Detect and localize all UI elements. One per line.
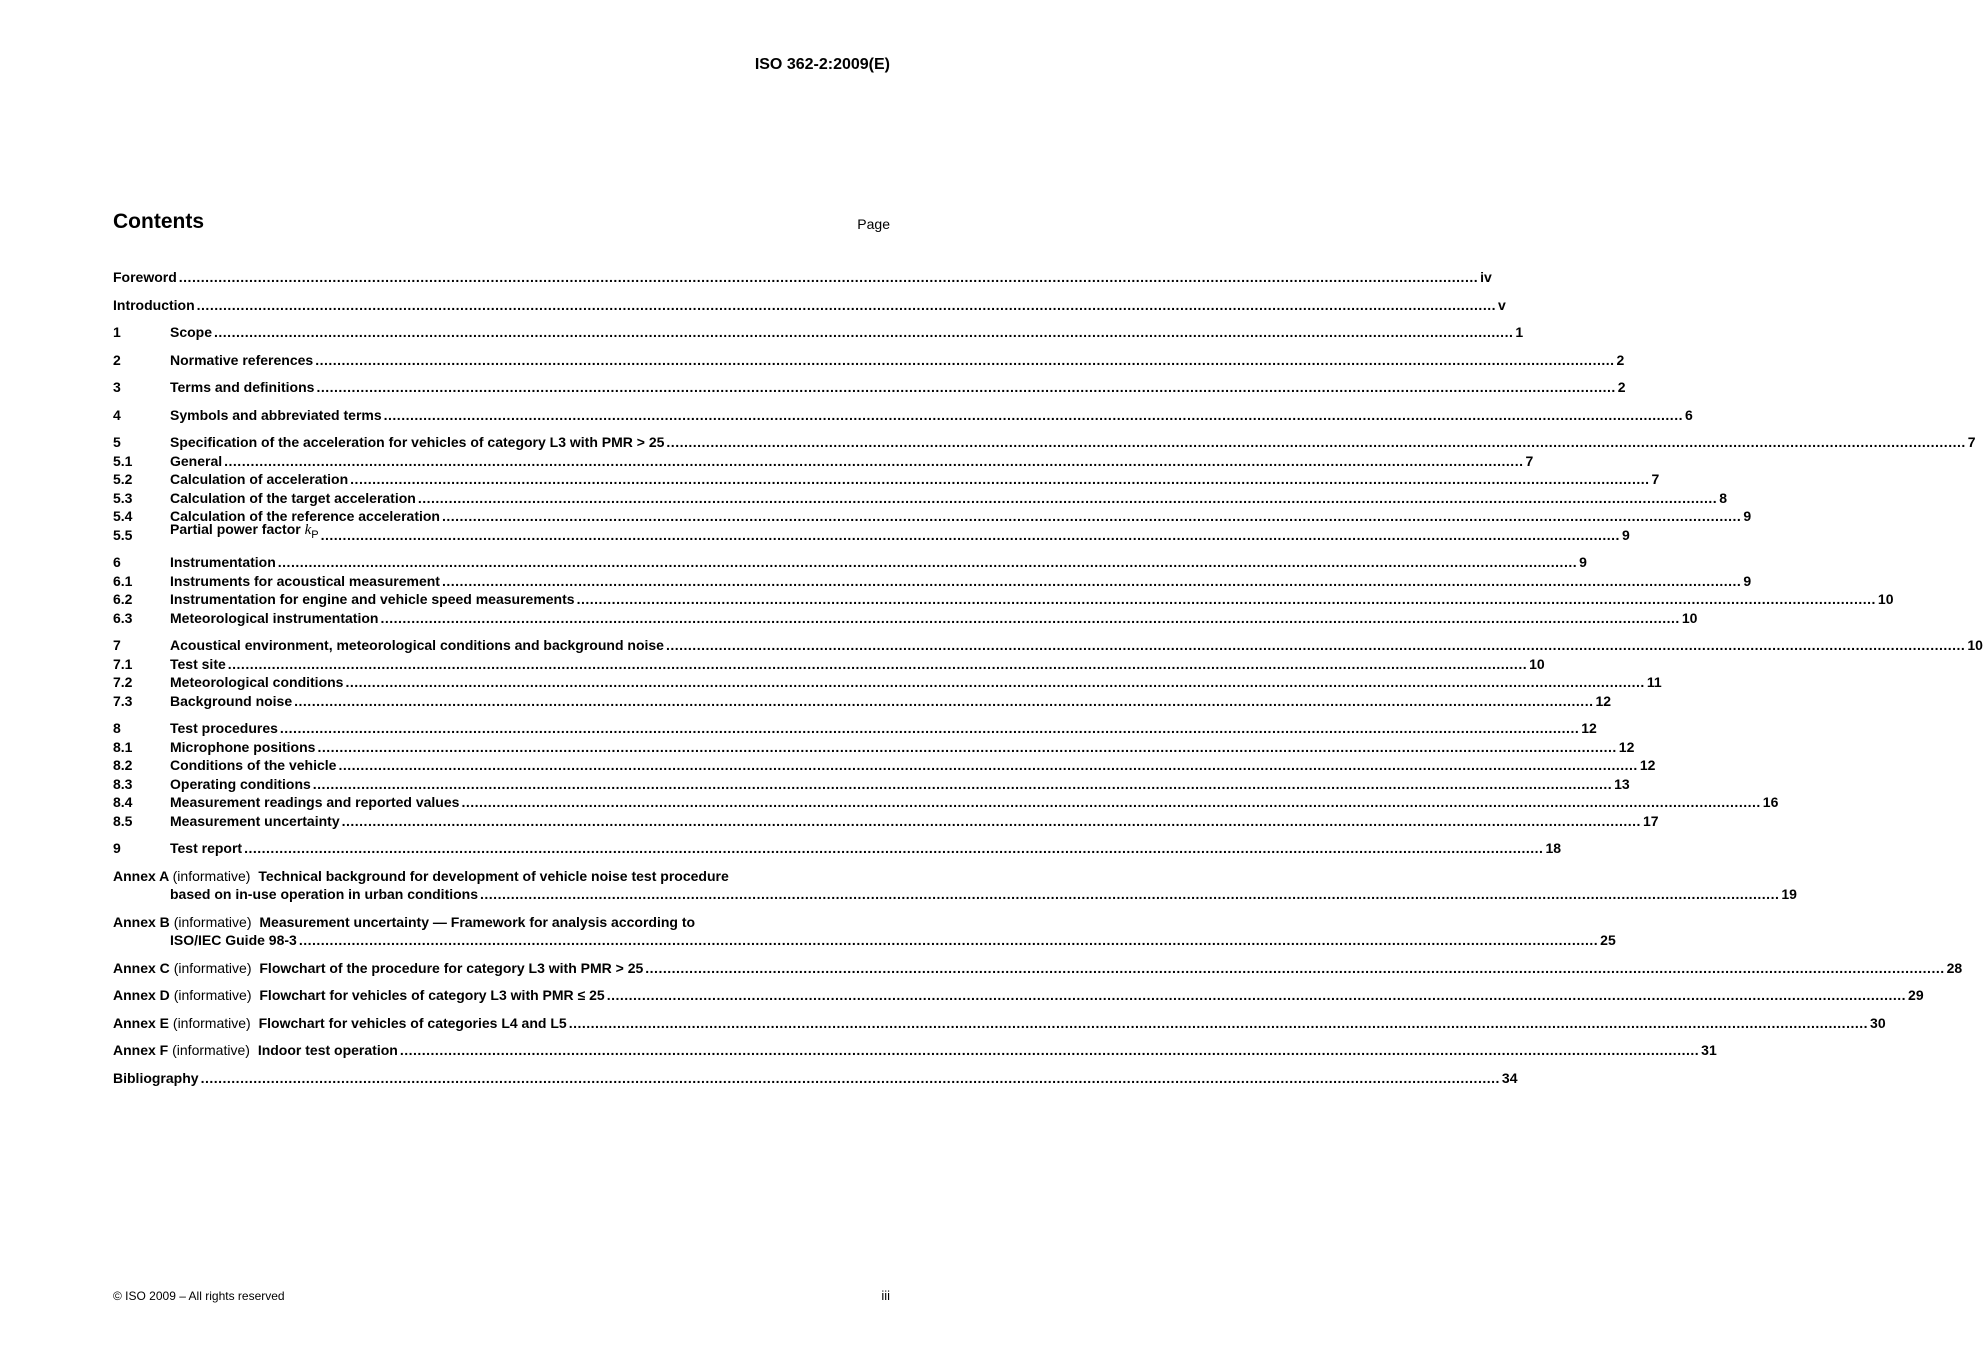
toc-page: 30 <box>1870 1014 1886 1031</box>
dot-leader <box>577 590 1876 609</box>
table-of-contents <box>113 268 1983 1096</box>
toc-page: 10 <box>1877 591 1894 607</box>
toc-number: 6.2 <box>113 591 133 607</box>
dot-leader <box>317 738 1616 757</box>
dot-leader <box>384 406 1683 425</box>
toc-title: Conditions of the vehicle <box>170 757 337 773</box>
dot-leader <box>197 296 1496 315</box>
toc-page: 7 <box>1651 471 1660 487</box>
toc-title: Calculation of acceleration <box>170 471 349 487</box>
toc-title: Calculation of the reference acceleration <box>170 508 440 524</box>
toc-number: 8.1 <box>113 738 133 755</box>
toc-entry-8[interactable] <box>113 719 1597 738</box>
toc-number: 6.3 <box>113 609 133 626</box>
toc-title: Introduction <box>113 296 195 313</box>
toc-title: Bibliography <box>113 1069 199 1086</box>
annex-title: Flowchart for vehicles of categories L4 and L5 <box>258 1014 567 1031</box>
contents-title: Contents <box>113 210 204 233</box>
toc-group-7 <box>113 636 1983 710</box>
dot-leader <box>299 931 1598 950</box>
toc-entry-8-2[interactable] <box>113 756 1656 775</box>
toc-number: 7.3 <box>113 692 133 709</box>
dot-leader <box>179 268 1478 287</box>
toc-page: 9 <box>1743 508 1752 524</box>
dot-leader <box>400 1041 1699 1060</box>
document-id: ISO 362-2:2009(E) <box>754 56 890 73</box>
toc-group-foreword <box>113 268 1492 287</box>
dot-leader <box>294 692 1593 711</box>
toc-title: Normative references <box>170 351 314 368</box>
annex-label: Annex C <box>113 959 170 976</box>
toc-number: 7.1 <box>113 655 133 672</box>
toc-page: 12 <box>1595 692 1612 709</box>
toc-title: Operating conditions <box>170 775 311 792</box>
toc-page: 19 <box>1781 886 1797 902</box>
toc-page: 31 <box>1701 1042 1717 1058</box>
toc-entry-6-3[interactable] <box>113 609 1698 628</box>
dot-leader <box>380 609 1679 628</box>
annex-type: (informative) <box>172 1042 250 1058</box>
annex-title-cont: ISO/IEC Guide 98-3 <box>170 932 297 948</box>
toc-group-bibliography <box>113 1069 1518 1088</box>
toc-page: v <box>1498 296 1506 313</box>
toc-title: Terms and definitions <box>170 379 315 395</box>
toc-entry-5[interactable] <box>113 433 1976 452</box>
toc-group-annex-b[interactable] <box>113 913 1616 950</box>
toc-page: 16 <box>1762 794 1779 810</box>
toc-page: 1 <box>1515 324 1524 340</box>
toc-title: General <box>170 452 223 469</box>
toc-page: 7 <box>1525 452 1534 469</box>
toc-number: 2 <box>113 351 121 368</box>
toc-group-9 <box>113 839 1562 858</box>
dot-leader <box>480 885 1779 904</box>
annex-label: Annex A <box>113 867 169 884</box>
toc-number: 5 <box>113 434 121 450</box>
toc-title: Instrumentation <box>170 554 276 570</box>
dot-leader <box>315 351 1614 370</box>
toc-number: 8.5 <box>113 812 133 829</box>
toc-number: 4 <box>113 406 121 423</box>
toc-page: 7 <box>1967 434 1976 450</box>
annex-title: Indoor test operation <box>257 1042 398 1058</box>
annex-type: (informative) <box>173 959 252 976</box>
toc-page: 10 <box>1967 637 1983 653</box>
annex-label: Annex D <box>113 987 170 1003</box>
toc-title: Instrumentation for engine and vehicle speed measurements <box>170 591 575 607</box>
toc-entry-bibliography[interactable] <box>113 1069 1518 1088</box>
toc-title: Scope <box>170 324 213 340</box>
toc-number: 5.5 <box>113 526 133 543</box>
toc-page: 9 <box>1579 554 1587 570</box>
dot-leader <box>645 959 1944 978</box>
toc-title: Microphone positions <box>170 738 316 755</box>
toc-page: 12 <box>1639 757 1656 773</box>
annex-title: Flowchart for vehicles of category L3 with PMR ≤ 25 <box>259 987 605 1003</box>
toc-entry-2[interactable] <box>113 351 1625 370</box>
toc-page: 2 <box>1616 351 1625 368</box>
toc-number: 5.1 <box>113 452 133 469</box>
dot-leader <box>313 775 1612 794</box>
dot-leader <box>280 719 1579 738</box>
toc-entry-5-2[interactable] <box>113 470 1660 489</box>
toc-title <box>113 1041 398 1060</box>
toc-entry-1[interactable] <box>113 323 1524 342</box>
toc-number: 3 <box>113 379 121 395</box>
annex-title-cont: based on in-use operation in urban conditions <box>170 886 479 902</box>
toc-group-annex-e <box>113 1014 1886 1033</box>
toc-entry-8-1[interactable] <box>113 738 1635 757</box>
toc-entry-annex-e[interactable] <box>113 1014 1886 1033</box>
dot-leader <box>569 1014 1868 1033</box>
annex-title: Technical background for development of vehicle noise test procedure <box>258 867 729 884</box>
toc-entry-8-5[interactable] <box>113 812 1659 831</box>
toc-entry-annex-c[interactable] <box>113 959 1963 978</box>
dot-leader <box>342 812 1641 831</box>
dot-leader <box>418 489 1717 508</box>
toc-entry-5-1[interactable] <box>113 452 1534 471</box>
toc-entry-7-2[interactable] <box>113 673 1662 692</box>
toc-entry-8-3[interactable] <box>113 775 1630 794</box>
toc-entry-9[interactable] <box>113 839 1562 858</box>
toc-group-4 <box>113 406 1693 425</box>
annex-label: Annex B <box>113 913 170 930</box>
math-symbol: k <box>304 521 312 538</box>
toc-entry-8-4[interactable] <box>113 793 1779 812</box>
toc-number: 5.2 <box>113 471 133 487</box>
toc-entry-7-1[interactable] <box>113 655 1545 674</box>
annex-a-line1 <box>113 867 891 886</box>
toc-entry-3[interactable] <box>113 378 1626 397</box>
toc-page: 2 <box>1617 379 1626 395</box>
toc-page: 12 <box>1581 720 1597 736</box>
toc-group-3 <box>113 378 1626 397</box>
dot-leader <box>442 507 1741 526</box>
toc-group-6 <box>113 553 1894 627</box>
dot-leader <box>345 673 1644 692</box>
toc-group-2 <box>113 351 1625 370</box>
toc-number: 8.4 <box>113 794 133 810</box>
toc-entry-7[interactable] <box>113 636 1983 655</box>
toc-group-8 <box>113 719 1779 830</box>
toc-page: 11 <box>1646 674 1662 690</box>
toc-page: iv <box>1480 269 1492 285</box>
toc-title: Measurement uncertainty <box>170 812 340 829</box>
toc-group-1 <box>113 323 1524 342</box>
annex-title: Measurement uncertainty — Framework for analysis according to <box>259 913 696 930</box>
toc-entry-7-3[interactable] <box>113 692 1612 711</box>
toc-group-annex-c <box>113 959 1963 978</box>
toc-page: 34 <box>1501 1069 1518 1086</box>
toc-title <box>113 986 605 1005</box>
dot-leader <box>224 452 1523 471</box>
toc-title <box>113 1014 567 1033</box>
annex-type: (informative) <box>173 987 252 1003</box>
annex-type: (informative) <box>172 867 251 884</box>
annex-b-line1 <box>113 913 891 932</box>
dot-leader <box>316 378 1615 397</box>
toc-page: 18 <box>1545 840 1562 856</box>
toc-number: 1 <box>113 324 121 340</box>
toc-entry-introduction[interactable] <box>113 296 1506 315</box>
page-number: iii <box>881 1288 890 1303</box>
toc-page: 10 <box>1529 655 1545 672</box>
toc-number: 7.2 <box>113 674 133 690</box>
toc-entry-6-1[interactable] <box>113 572 1752 591</box>
math-subscript: P <box>311 528 319 541</box>
dot-leader <box>461 793 1760 812</box>
dot-leader <box>228 655 1527 674</box>
toc-title: Meteorological instrumentation <box>170 609 379 626</box>
toc-entry-4[interactable] <box>113 406 1693 425</box>
annex-type: (informative) <box>172 1014 251 1031</box>
dot-leader <box>278 553 1577 572</box>
toc-title: Foreword <box>113 269 177 285</box>
toc-title: Instruments for acoustical measurement <box>170 572 440 589</box>
toc-number: 8.3 <box>113 775 133 792</box>
toc-title <box>170 520 319 544</box>
toc-title: Symbols and abbreviated terms <box>170 406 382 423</box>
dot-leader <box>244 839 1543 858</box>
toc-number: 6.1 <box>113 572 133 589</box>
toc-entry-annex-f[interactable] <box>113 1041 1717 1060</box>
toc-page: 8 <box>1719 489 1727 506</box>
toc-entry-5-5[interactable] <box>113 520 1630 545</box>
toc-title: Test report <box>170 840 243 856</box>
toc-number: 6 <box>113 554 121 570</box>
dot-leader <box>350 470 1649 489</box>
page-column-label: Page <box>857 216 890 232</box>
toc-title: Specification of the acceleration for vehicles of category L3 with PMR > 25 <box>170 434 665 450</box>
dot-leader <box>321 526 1620 545</box>
dot-leader <box>338 756 1637 775</box>
toc-group-annex-a[interactable] <box>113 867 1797 904</box>
dot-leader <box>607 986 1906 1005</box>
toc-page: 12 <box>1618 738 1635 755</box>
dot-leader <box>666 636 1965 655</box>
toc-page: 6 <box>1684 406 1693 423</box>
toc-number: 5.3 <box>113 489 133 506</box>
toc-number: 5.4 <box>113 508 133 524</box>
toc-title: Calculation of the target acceleration <box>170 489 416 506</box>
toc-entry-foreword[interactable] <box>113 268 1492 287</box>
dot-leader <box>442 572 1741 591</box>
toc-page: 28 <box>1946 959 1963 976</box>
copyright-notice: © ISO 2009 – All rights reserved <box>113 1289 285 1303</box>
toc-number: 9 <box>113 840 121 856</box>
toc-page: 17 <box>1642 812 1659 829</box>
toc-title: Test procedures <box>170 720 278 736</box>
toc-number: 8 <box>113 720 121 736</box>
annex-label: Annex F <box>113 1042 169 1058</box>
toc-page: 29 <box>1908 987 1924 1003</box>
toc-group-5 <box>113 433 1976 544</box>
dot-leader <box>666 433 1965 452</box>
toc-title-text: Partial power factor <box>170 520 301 537</box>
toc-entry-6[interactable] <box>113 553 1587 572</box>
toc-number: 7 <box>113 637 121 653</box>
dot-leader <box>214 323 1513 342</box>
toc-page: 25 <box>1600 932 1616 948</box>
toc-title: Acoustical environment, meteorological conditions and background noise <box>170 637 664 653</box>
toc-title: Background noise <box>170 692 293 709</box>
annex-type: (informative) <box>173 913 252 930</box>
toc-title: Test site <box>170 655 226 672</box>
toc-title: Measurement readings and reported values <box>170 794 460 810</box>
toc-entry-6-2[interactable] <box>113 590 1894 609</box>
toc-group-introduction <box>113 296 1506 315</box>
annex-b-line2 <box>113 931 1616 950</box>
annex-label: Annex E <box>113 1014 170 1031</box>
toc-entry-annex-d[interactable] <box>113 986 1924 1005</box>
toc-group-annex-f <box>113 1041 1717 1060</box>
toc-group-annex-d <box>113 986 1924 1005</box>
annex-title: Flowchart of the procedure for category L3 with PMR > 25 <box>259 959 644 976</box>
toc-page: 13 <box>1614 775 1630 792</box>
dot-leader <box>201 1069 1500 1088</box>
toc-page: 9 <box>1743 572 1752 589</box>
toc-title: Meteorological conditions <box>170 674 344 690</box>
toc-title <box>113 959 643 978</box>
toc-page: 10 <box>1681 609 1698 626</box>
annex-a-line2 <box>113 885 1797 904</box>
toc-page: 9 <box>1621 526 1630 543</box>
toc-entry-5-3[interactable] <box>113 489 1727 508</box>
toc-number: 8.2 <box>113 757 133 773</box>
